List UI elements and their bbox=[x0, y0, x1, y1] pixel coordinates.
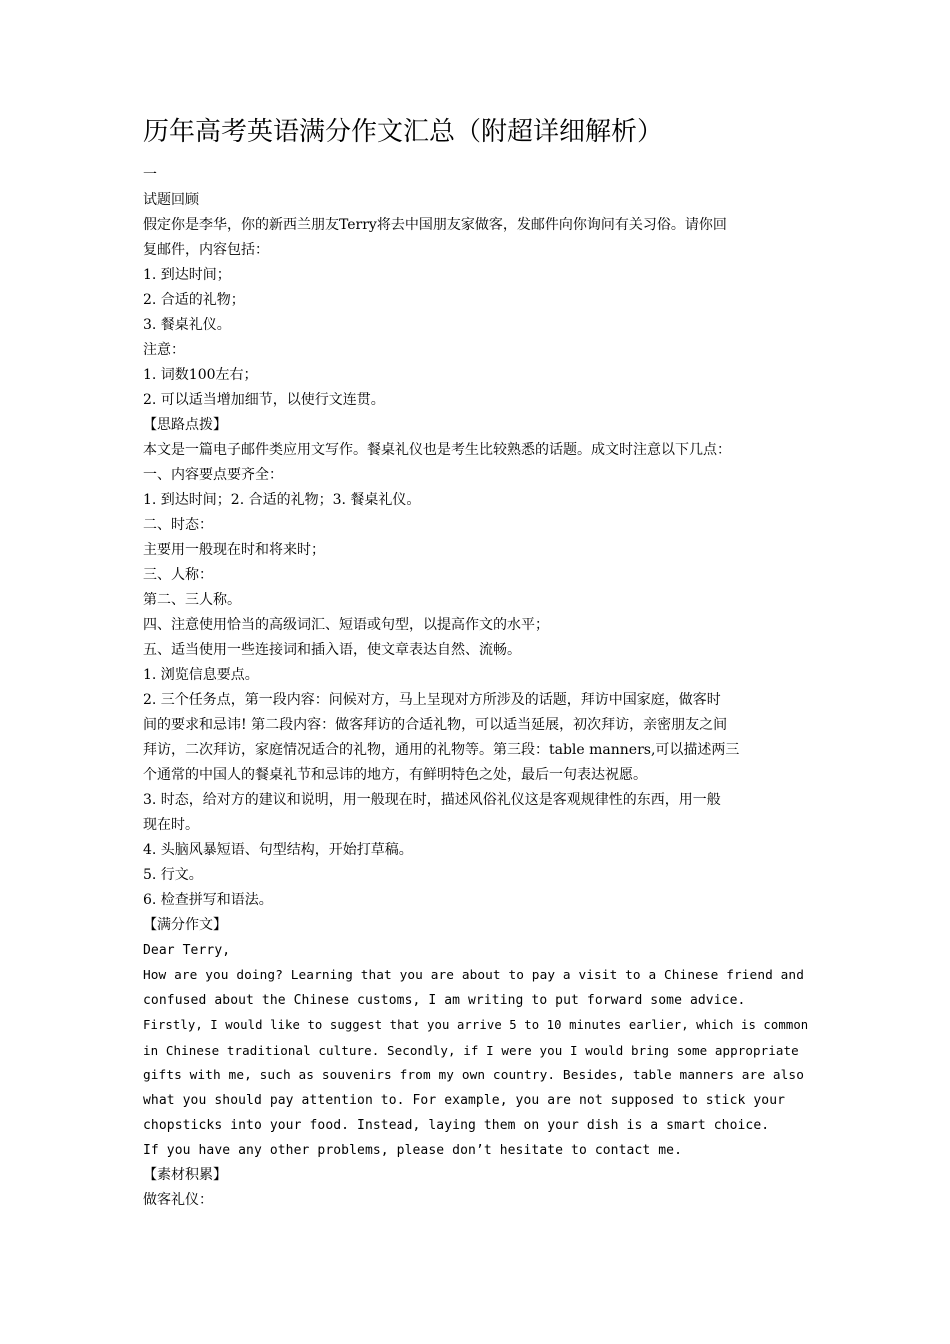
prompt-line: 假定你是李华，你的新西兰朋友Terry将去中国朋友家做客，发邮件向你询问有关习俗。请你回 bbox=[143, 217, 727, 233]
note-item: 2. 可以适当增加细节，以使行文连贯。 bbox=[143, 392, 385, 408]
essay-line: confused about the Chinese customs, I am writing to put forward some advice. bbox=[143, 993, 746, 1008]
point-heading: 三、人称： bbox=[143, 567, 213, 583]
tips-intro: 本文是一篇电子邮件类应用文写作。餐桌礼仪也是考生比较熟悉的话题。成文时注意以下几点： bbox=[143, 442, 731, 458]
prompt-line: 复邮件，内容包括： bbox=[143, 242, 269, 258]
step-item: 4. 头脑风暴短语、句型结构，开始打草稿。 bbox=[143, 842, 413, 858]
note-heading: 注意： bbox=[143, 342, 185, 358]
question-heading: 试题回顾 bbox=[143, 192, 199, 208]
step-item: 间的要求和忌讳! 第二段内容：做客拜访的合适礼物，可以适当延展，初次拜访，亲密朋友之间 bbox=[143, 717, 728, 733]
requirement-item: 3. 餐桌礼仪。 bbox=[143, 317, 231, 333]
point-item: 五、适当使用一些连接词和插入语，使文章表达自然、流畅。 bbox=[143, 642, 521, 658]
step-item: 6. 检查拼写和语法。 bbox=[143, 892, 273, 908]
tips-heading: 【思路点拨】 bbox=[143, 417, 227, 433]
step-item: 个通常的中国人的餐桌礼节和忌讳的地方，有鲜明特色之处，最后一句表达祝愿。 bbox=[143, 767, 647, 783]
step-item: 拜访，二次拜访，家庭情况适合的礼物，通用的礼物等。第三段：table manners,可以描述两三 bbox=[143, 742, 740, 758]
step-item: 现在时。 bbox=[143, 817, 199, 833]
essay-line: If you have any other problems, please don’t hesitate to contact me. bbox=[143, 1143, 683, 1158]
section-number: 一 bbox=[143, 167, 157, 183]
step-item: 5. 行文。 bbox=[143, 867, 203, 883]
essay-line: How are you doing? Learning that you are about to pay a visit to a Chinese friend and bbox=[143, 968, 804, 983]
point-heading: 二、时态： bbox=[143, 517, 213, 533]
point-body: 第二、三人称。 bbox=[143, 592, 241, 608]
essay-line: chopsticks into your food. Instead, laying them on your dish is a smart choice. bbox=[143, 1118, 770, 1133]
point-item: 四、注意使用恰当的高级词汇、短语或句型，以提高作文的水平； bbox=[143, 617, 549, 633]
essay-greeting: Dear Terry, bbox=[143, 943, 231, 958]
essay-line: in Chinese traditional culture. Secondly, if I were you I would bring some appropriate bbox=[143, 1043, 799, 1058]
point-heading: 一、内容要点要齐全： bbox=[143, 467, 283, 483]
essay-heading: 【满分作文】 bbox=[143, 917, 227, 933]
step-item: 1. 浏览信息要点。 bbox=[143, 667, 259, 683]
essay-line: what you should pay attention to. For example, you are not supposed to stick your bbox=[143, 1093, 786, 1108]
requirement-item: 1. 到达时间； bbox=[143, 267, 231, 283]
document-body bbox=[143, 163, 811, 1213]
note-item: 1. 词数100左右； bbox=[143, 367, 258, 383]
point-body: 主要用一般现在时和将来时； bbox=[143, 542, 325, 558]
material-heading: 【素材积累】 bbox=[143, 1167, 227, 1183]
step-item: 2. 三个任务点，第一段内容：问候对方，马上呈现对方所涉及的话题，拜访中国家庭，做客时 bbox=[143, 692, 721, 708]
point-body: 1. 到达时间；2. 合适的礼物；3. 餐桌礼仪。 bbox=[143, 492, 421, 508]
step-item: 3. 时态，给对方的建议和说明，用一般现在时，描述风俗礼仪这是客观规律性的东西，用一般 bbox=[143, 792, 721, 808]
material-subheading: 做客礼仪： bbox=[143, 1192, 213, 1208]
requirement-item: 2. 合适的礼物； bbox=[143, 292, 245, 308]
essay-line: Firstly, I would like to suggest that you arrive 5 to 10 minutes earlier, which is common bbox=[143, 1018, 809, 1032]
document-title: 历年高考英语满分作文汇总（附超详细解析） bbox=[143, 117, 664, 147]
essay-line: gifts with me, such as souvenirs from my own country. Besides, table manners are also bbox=[143, 1068, 804, 1083]
